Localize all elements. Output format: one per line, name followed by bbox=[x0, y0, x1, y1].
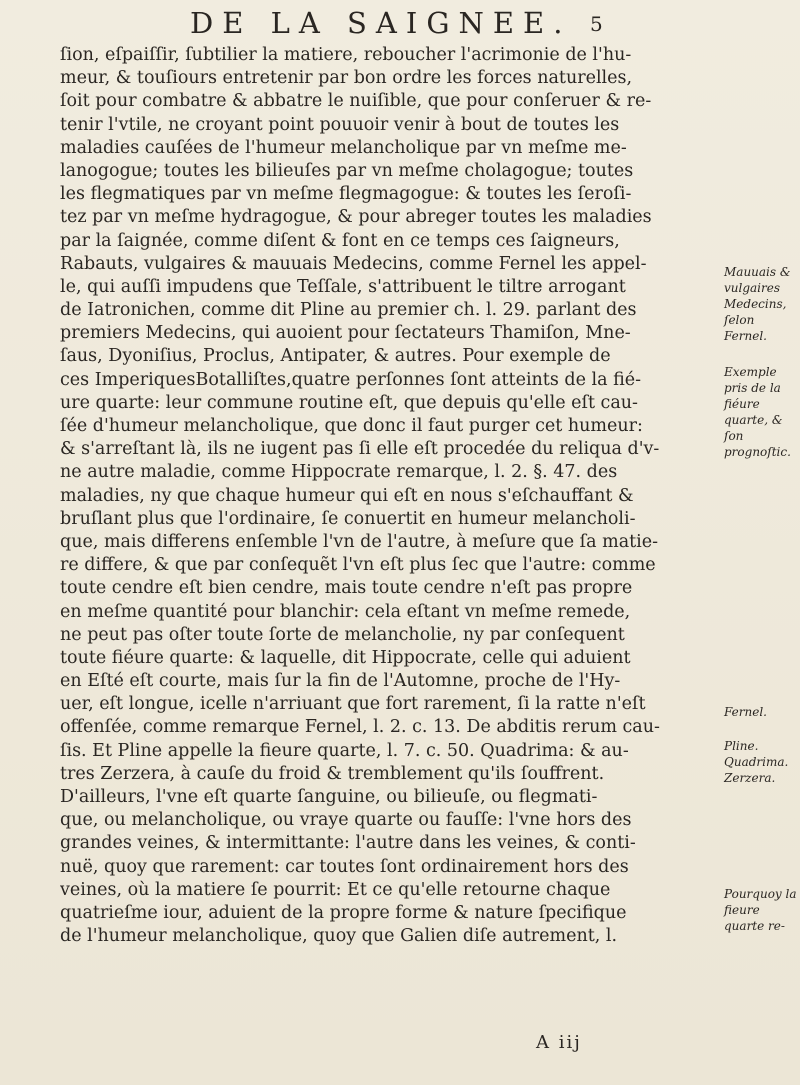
text-line: lanogogue; toutes les bilieuſes par vn meſme cholagogue; toutes bbox=[60, 160, 634, 181]
text-line: ſaus, Dyoniſius, Proclus, Antipater, & autres. Pour exemple de bbox=[60, 346, 611, 367]
text-line: grandes veines, & intermittante: l'autre dans les veines, & conti- bbox=[60, 833, 636, 854]
body-text bbox=[60, 44, 720, 948]
text-line: & s'arreſtant là, ils ne iugent pas ſi elle eſt procedée du reliqua d'v- bbox=[60, 439, 660, 460]
text-line: ne peut pas oſter toute ſorte de melancholie, ny par conſequent bbox=[60, 624, 625, 645]
text-line: toute fiéure quarte: & laquelle, dit Hippocrate, celle qui aduient bbox=[60, 647, 631, 668]
signature-mark: A iij bbox=[536, 1032, 582, 1053]
margin-note: Fernel. bbox=[724, 705, 767, 719]
text-line: ure quarte: leur commune routine eſt, que depuis qu'elle eſt cau- bbox=[60, 392, 638, 413]
page-header bbox=[150, 4, 650, 38]
text-line: ſée d'humeur melancholique, que donc il faut purger cet humeur: bbox=[60, 416, 643, 436]
margin-note: Exemple pris de la fiéure quarte, & ſon prognoſtic. bbox=[724, 365, 791, 459]
text-line: quatrieſme iour, aduient de la propre forme & nature ſpecifique bbox=[60, 902, 627, 923]
text-line: nuë, quoy que rarement: car toutes ſont ordinairement hors des bbox=[60, 856, 629, 877]
text-line: maladies cauſées de l'humeur melancholique par vn meſme me- bbox=[60, 137, 627, 158]
text-line: que, ou melancholique, ou vraye quarte ou fauſſe: l'vne hors des bbox=[60, 810, 632, 831]
text-line: offenſée, comme remarque Fernel, l. 2. c. 13. De abditis rerum cau- bbox=[60, 717, 660, 738]
text-line: veines, où la matiere ſe pourrit: Et ce qu'elle retourne chaque bbox=[60, 879, 611, 900]
page-number: 5 bbox=[590, 12, 603, 36]
text-line: tres Zerzera, à cauſe du froid & tremblement qu'ils ſouffrent. bbox=[60, 763, 605, 784]
text-line: tenir l'vtile, ne croyant point pouuoir venir à bout de toutes les bbox=[60, 114, 620, 135]
text-line: par la ſaignée, comme diſent & font en ce temps ces ſaigneurs, bbox=[60, 230, 620, 251]
text-line: de l'humeur melancholique, quoy que Galien diſe autrement, l. bbox=[60, 926, 618, 947]
text-line: tez par vn meſme hydragogue, & pour abreger toutes les maladies bbox=[60, 207, 652, 228]
text-line: que, mais differens enſemble l'vn de l'autre, à meſure que ſa matie- bbox=[60, 531, 659, 552]
text-line: ne autre maladie, comme Hippocrate remarque, l. 2. §. 47. des bbox=[60, 462, 618, 483]
margin-note: Pourquoy la fieure quarte re- bbox=[724, 887, 797, 933]
text-line: bruſlant plus que l'ordinaire, ſe conuertit en humeur melancholi- bbox=[60, 508, 636, 529]
text-line: maladies, ny que chaque humeur qui eſt en nous s'eſchauffant & bbox=[60, 485, 634, 506]
text-line: meur, & touſiours entretenir par bon ordre les forces naturelles, bbox=[60, 68, 633, 89]
text-line: premiers Medecins, qui auoient pour ſectateurs Thamiſon, Mne- bbox=[60, 323, 631, 344]
text-line: ſis. Et Pline appelle la fieure quarte, l. 7. c. 50. Quadrima: & au- bbox=[60, 740, 629, 761]
running-head: DE LA SAIGNEE. bbox=[190, 6, 572, 40]
text-line: ces ImperiquesBotalliſtes,quatre perſonnes ſont atteints de la fié- bbox=[60, 369, 642, 390]
margin-note: Mauuais & vulgaires Medecins, ſelon Fernel. bbox=[724, 265, 791, 343]
text-line: ſion, eſpaiſſir, ſubtilier la matiere, reboucher l'acrimonie de l'hu- bbox=[60, 45, 632, 65]
text-line: Rabauts, vulgaires & mauuais Medecins, comme Fernel les appel- bbox=[60, 253, 647, 274]
text-line: les flegmatiques par vn meſme flegmagogue: & toutes les ſeroſi- bbox=[60, 184, 632, 205]
margin-note: Pline. Quadrima. Zerzera. bbox=[724, 739, 789, 785]
text-line: en meſme quantité pour blanchir: cela eſtant vn meſme remede, bbox=[60, 601, 631, 622]
text-line: le, qui auſſi impudens que Teſſale, s'attribuent le tiltre arrogant bbox=[60, 276, 626, 297]
text-line: toute cendre eſt bien cendre, mais toute cendre n'eſt pas propre bbox=[60, 578, 633, 599]
text-line: en Eſté eſt courte, mais ſur la fin de l'Automne, proche de l'Hy- bbox=[60, 671, 621, 692]
text-line: de Iatronichen, comme dit Pline au premier ch. l. 29. parlant des bbox=[60, 300, 637, 321]
text-line: re differe, & que par conſequẽt l'vn eſt plus ſec que l'autre: comme bbox=[60, 555, 656, 576]
text-line: uer, eſt longue, icelle n'arriuant que fort rarement, ſi la ratte n'eſt bbox=[60, 694, 646, 715]
text-line: ſoit pour combatre & abbatre le nuiſible, que pour conſeruer & re- bbox=[60, 91, 652, 112]
text-line: D'ailleurs, l'vne eſt quarte ſanguine, ou bilieuſe, ou flegmati- bbox=[60, 787, 598, 807]
